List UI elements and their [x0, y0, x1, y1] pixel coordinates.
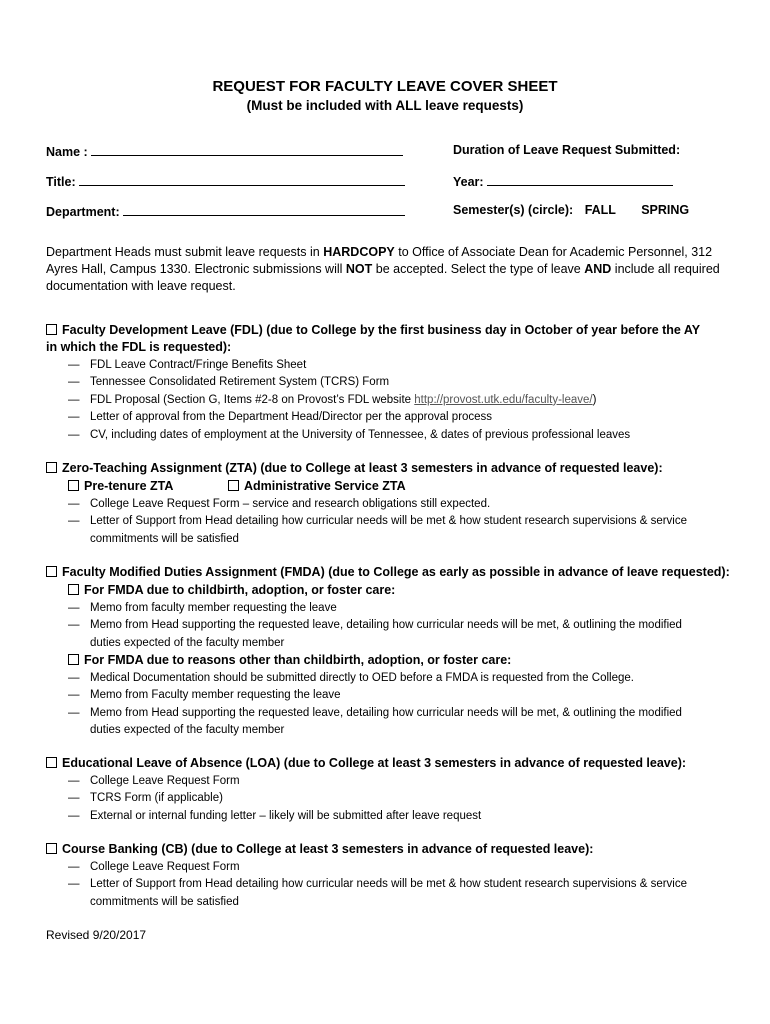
fdl-section-heading: Faculty Development Leave (FDL) (due to College by the first business day in October of year before the AY in which the FDL is requested):	[46, 323, 700, 354]
semester-field	[453, 203, 689, 217]
cb-requirements-list	[68, 859, 708, 911]
list-item: — Medical Documentation should be submitted directly to OED before a FMDA is requested from the College.	[68, 670, 708, 687]
dash-icon: —	[68, 689, 80, 702]
cb-section-heading: Course Banking (CB) (due to College at least 3 semesters in advance of requested leave):	[46, 841, 726, 858]
list-item: — CV, including dates of employment at the University of Tennessee, & dates of previous professional leaves	[68, 427, 708, 444]
semester-label: Semester(s) (circle):	[453, 203, 574, 217]
department-field[interactable]	[46, 203, 405, 219]
list-item: — College Leave Request Form	[68, 773, 708, 790]
list-item: — College Leave Request Form – service and research obligations still expected.	[68, 496, 708, 513]
fmda-childbirth-list	[68, 600, 708, 652]
dash-icon: —	[68, 411, 80, 424]
department-blank[interactable]	[123, 203, 405, 216]
fmda-section-heading: Faculty Modified Duties Assignment (FMDA) (due to College as early as possible in advance of leave requested):	[46, 564, 746, 581]
dash-icon: —	[68, 376, 80, 389]
semester-fall[interactable]: FALL	[584, 203, 616, 217]
list-item: — College Leave Request Form	[68, 859, 708, 876]
dash-icon: —	[68, 672, 80, 684]
zta-section-heading: Zero-Teaching Assignment (ZTA) (due to College at least 3 semesters in advance of requested leave):	[46, 460, 726, 477]
department-label: Department:	[46, 205, 120, 219]
zta-requirements-list	[68, 496, 708, 548]
fdl-checkbox[interactable]	[46, 324, 57, 335]
title-blank[interactable]	[79, 173, 405, 186]
document-subtitle: (Must be included with ALL leave requests)	[246, 98, 524, 113]
list-item: — Memo from Head supporting the requested leave, detailing how curricular needs will be met, & outlining the modified duties expected of the faculty member	[68, 706, 682, 737]
dash-icon: —	[68, 359, 80, 371]
duration-label: Duration of Leave Request Submitted:	[453, 143, 681, 157]
list-item: — Letter of Support from Head detailing how curricular needs will be met & how student research supervisions & service commitments will be satisfied	[68, 515, 688, 545]
name-blank[interactable]	[91, 143, 403, 156]
dash-icon: —	[68, 861, 80, 873]
dash-icon: —	[68, 878, 80, 891]
loa-checkbox[interactable]	[46, 757, 57, 768]
revision-date: Revised 9/20/2017	[46, 928, 147, 942]
list-item: — FDL Proposal (Section G, Items #2-8 on Provost’s FDL website http://provost.utk.edu/faculty-leave/)	[68, 392, 708, 409]
fmda-childbirth-option[interactable]: For FMDA due to childbirth, adoption, or foster care:	[68, 582, 395, 599]
cb-checkbox[interactable]	[46, 843, 57, 854]
pretenure-checkbox[interactable]	[68, 480, 79, 491]
instructions-paragraph: Department Heads must submit leave requests in HARDCOPY to Office of Associate Dean for Academic Personnel, 312 Ayres Hall, Campus 1330. Electronic submissions will NOT be accepted. Select the type of leave AND include all required documentation with leave request.	[46, 245, 720, 293]
fmda-checkbox[interactable]	[46, 566, 57, 577]
dash-icon: —	[68, 428, 80, 441]
list-item: — Memo from Faculty member requesting the leave	[68, 687, 708, 704]
dash-icon: —	[68, 498, 80, 510]
list-item: — Memo from faculty member requesting the leave	[68, 600, 708, 617]
childbirth-checkbox[interactable]	[68, 584, 79, 595]
list-item: — Letter of Support from Head detailing how curricular needs will be met & how student research supervisions & service commitments will be satisfied	[68, 878, 688, 908]
year-blank[interactable]	[487, 173, 673, 186]
list-item: — External or internal funding letter – likely will be submitted after leave request	[68, 808, 708, 825]
title-field[interactable]	[46, 173, 405, 189]
fdl-requirements-list	[68, 357, 708, 444]
dash-icon: —	[68, 706, 80, 719]
fmda-other-option[interactable]: For FMDA due to reasons other than childbirth, adoption, or foster care:	[68, 652, 511, 669]
dash-icon: —	[68, 619, 80, 632]
dash-icon: —	[68, 775, 80, 787]
title-label: Title:	[46, 175, 76, 189]
document-title: REQUEST FOR FACULTY LEAVE COVER SHEET	[212, 78, 558, 95]
dash-icon: —	[68, 602, 80, 614]
list-item: — Memo from Head supporting the requested leave, detailing how curricular needs will be met, & outlining the modified duties expected of the faculty member	[68, 619, 682, 649]
zta-checkbox[interactable]	[46, 462, 57, 473]
year-label: Year:	[453, 175, 484, 189]
list-item: — TCRS Form (if applicable)	[68, 790, 708, 807]
name-field[interactable]	[46, 143, 403, 159]
dash-icon: —	[68, 809, 80, 822]
zta-admin-option[interactable]: Administrative Service ZTA	[228, 478, 406, 495]
list-item: — FDL Leave Contract/Fringe Benefits Sheet	[68, 357, 708, 374]
zta-pretenure-option[interactable]: Pre-tenure ZTA	[68, 478, 173, 495]
fmda-other-list	[68, 670, 708, 740]
admin-service-checkbox[interactable]	[228, 480, 239, 491]
dash-icon: —	[68, 792, 80, 805]
other-reasons-checkbox[interactable]	[68, 654, 79, 665]
provost-fdl-link[interactable]: http://provost.utk.edu/faculty-leave/	[414, 393, 593, 406]
list-item: — Tennessee Consolidated Retirement System (TCRS) Form	[68, 374, 708, 391]
dash-icon: —	[68, 515, 80, 528]
loa-section-heading: Educational Leave of Absence (LOA) (due to College at least 3 semesters in advance of requested leave):	[46, 755, 726, 772]
dash-icon: —	[68, 393, 80, 406]
year-field[interactable]	[453, 173, 673, 189]
loa-requirements-list	[68, 773, 708, 825]
semester-spring[interactable]: SPRING	[641, 203, 690, 217]
name-label: Name :	[46, 145, 88, 159]
list-item: — Letter of approval from the Department Head/Director per the approval process	[68, 409, 708, 426]
